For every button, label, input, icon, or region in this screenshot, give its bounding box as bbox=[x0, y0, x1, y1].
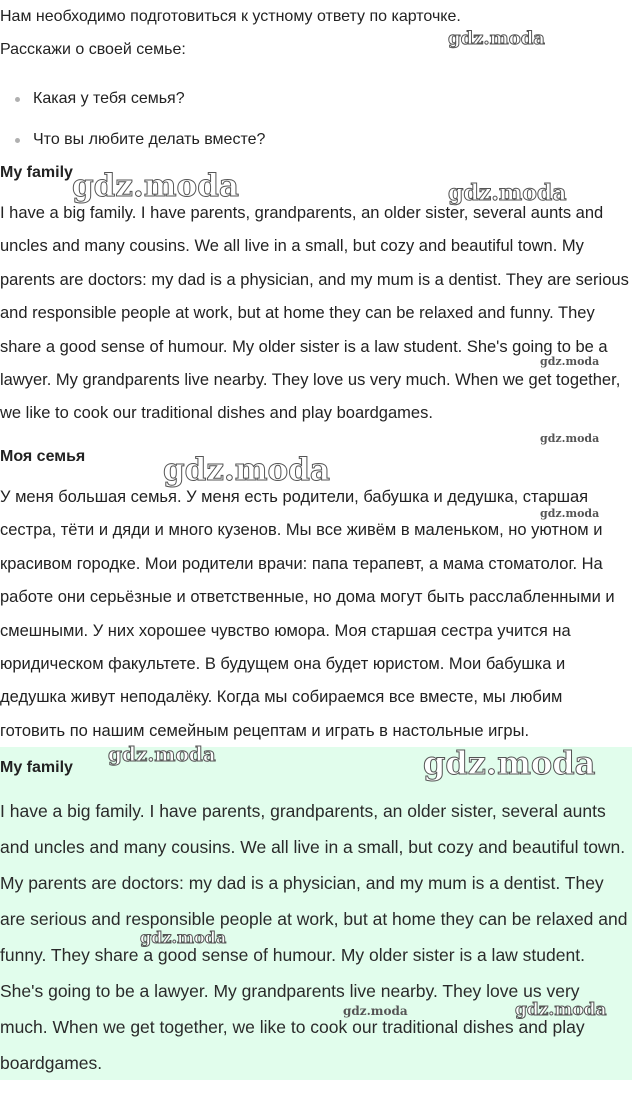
answer-box bbox=[0, 747, 632, 1080]
list-item-text: Что вы любите делать вместе? bbox=[33, 131, 266, 148]
watermark-logo: gdz.moda bbox=[140, 928, 227, 947]
watermark-logo: gdz.moda bbox=[343, 1004, 408, 1018]
watermark-logo: gdz.moda bbox=[540, 432, 600, 445]
watermark-logo: gdz.moda bbox=[540, 507, 600, 520]
bullet-icon bbox=[15, 97, 20, 102]
watermark-logo: gdz.moda bbox=[72, 168, 239, 204]
watermark-logo: gdz.moda bbox=[163, 452, 330, 488]
english-heading: My family bbox=[0, 164, 73, 181]
english-text: I have a big family. I have parents, grandparents, an older sister, several aunts and uncles and many cousins. We all live in a small, but cozy and beautiful town. My parents are doctors: my dad is a physician, and my mum is a dentist. They are serious and responsible people at work, but at home they can be relaxed and funny. They share a good sense of humour. My older sister is a law student. She's going to be a lawyer. My grandparents live nearby. They love us very much. When we get together, we like to cook our traditional dishes and play boardgames. bbox=[0, 204, 629, 423]
list-item-text: Какая у тебя семья? bbox=[33, 90, 185, 107]
question-list bbox=[0, 86, 632, 168]
watermark-logo: gdz.moda bbox=[540, 355, 600, 368]
task-line: Нам необходимо подготовиться к устному ответу по карточке. bbox=[0, 8, 461, 25]
russian-heading: Моя семья bbox=[0, 448, 86, 465]
bullet-icon bbox=[15, 138, 20, 143]
watermark-logo: gdz.moda bbox=[108, 742, 216, 766]
watermark-logo: gdz.moda bbox=[448, 28, 545, 49]
task-prompt: Расскажи о своей семье: bbox=[0, 41, 186, 58]
list-item bbox=[0, 127, 632, 168]
list-item bbox=[0, 86, 632, 127]
watermark-logo: gdz.moda bbox=[515, 1000, 607, 1020]
answer-text: I have a big family. I have parents, grandparents, an older sister, several aunts and uncles and many cousins. We all live in a small, but cozy and beautiful town. My parents are doctors: my dad is a physician, and my mum is a dentist. They are serious and responsible people at work, but at home they can be relaxed and funny. They share a good sense of humour. My older sister is a law student. She's going to be a lawyer. My grandparents live nearby. They love us very much. When we get together, we like to cook our traditional dishes and play boardgames. bbox=[0, 801, 628, 1073]
watermark-logo: gdz.moda bbox=[448, 180, 567, 206]
answer-heading: My family bbox=[0, 759, 73, 776]
watermark-logo: gdz.moda bbox=[423, 744, 596, 782]
russian-text: У меня большая семья. У меня есть родители, бабушка и дедушка, старшая сестра, тёти и дяди и много кузенов. Мы все живём в маленьком, но уютном и красивом городке. Мои родители врачи: папа терапевт, а мама стоматолог. На работе они серьёзные и ответственные, но дома могут быть расслабленными и смешными. У них хорошее чувство юмора. Моя старшая сестра учится на юридическом факультете. В будущем она будет юристом. Мои бабушка и дедушка живут неподалёку. Когда мы собираемся все вместе, мы любим готовить по нашим семейным рецептам и играть в настольные игры. bbox=[0, 488, 615, 740]
